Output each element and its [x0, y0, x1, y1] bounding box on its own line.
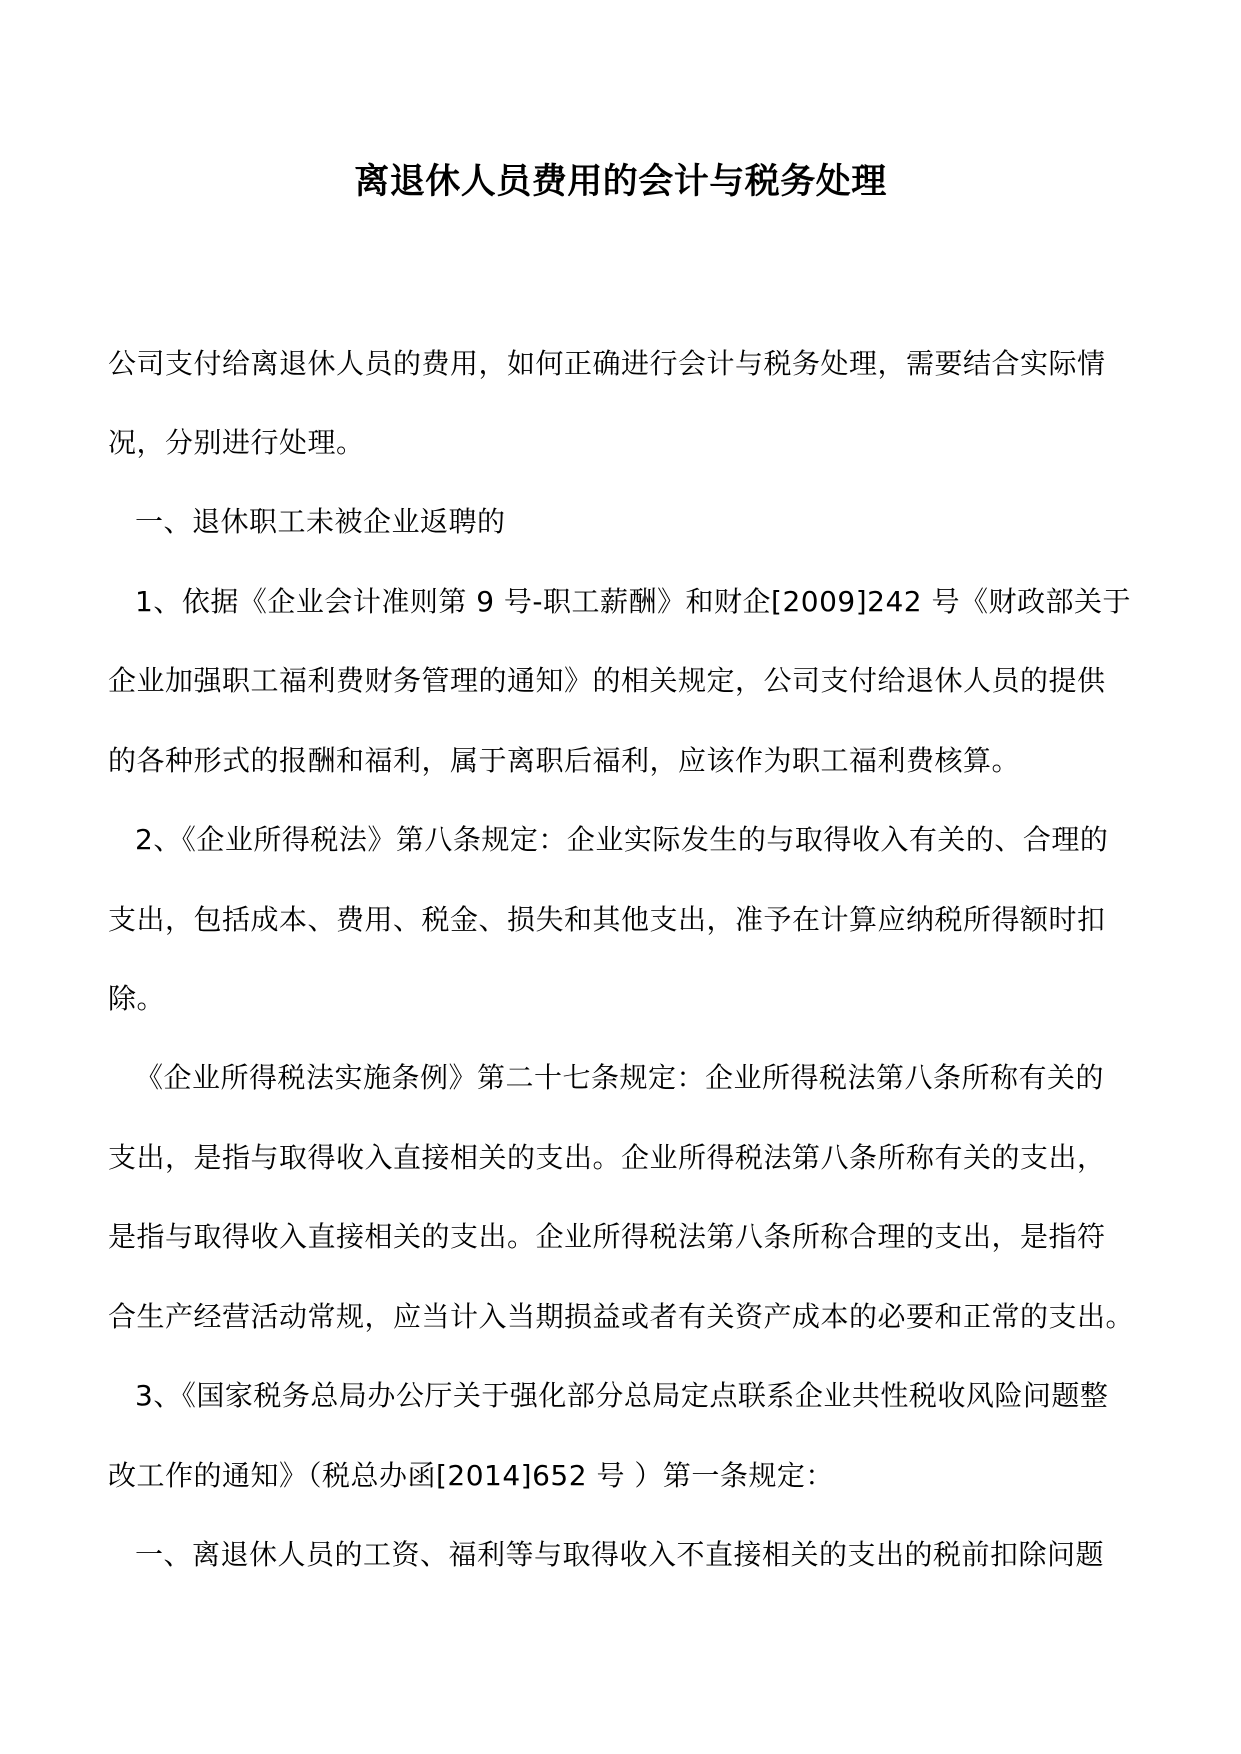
paragraph-line: 《企业所得税法实施条例》第二十七条规定：企业所得税法第八条所称有关的	[135, 1061, 1105, 1094]
paragraph-line: 的各种形式的报酬和福利，属于离职后福利，应该作为职工福利费核算。	[108, 744, 1021, 777]
paragraph-line: 2、《企业所得税法》第八条规定：企业实际发生的与取得收入有关的、合理的	[135, 823, 1109, 856]
paragraph-line: 除。	[108, 982, 166, 1015]
paragraph-line: 1、依据《企业会计准则第 9 号-职工薪酬》和财企[2009]242 号《财政部关于	[135, 585, 1131, 618]
document-title: 离退休人员费用的会计与税务处理	[354, 161, 887, 202]
paragraph-line: 合生产经营活动常规，应当计入当期损益或者有关资产成本的必要和正常的支出。	[108, 1300, 1135, 1333]
section-heading: 一、退休职工未被企业返聘的	[135, 505, 506, 538]
section-heading: 一、离退休人员的工资、福利等与取得收入不直接相关的支出的税前扣除问题	[135, 1538, 1105, 1571]
paragraph-line: 公司支付给离退休人员的费用，如何正确进行会计与税务处理，需要结合实际情	[108, 347, 1106, 380]
paragraph-line: 3、《国家税务总局办公厅关于强化部分总局定点联系企业共性税收风险问题整	[135, 1379, 1109, 1412]
paragraph-line: 支出，包括成本、费用、税金、损失和其他支出，准予在计算应纳税所得额时扣	[108, 903, 1106, 936]
paragraph-line: 企业加强职工福利费财务管理的通知》的相关规定，公司支付给退休人员的提供	[108, 664, 1106, 697]
paragraph-line: 是指与取得收入直接相关的支出。企业所得税法第八条所称合理的支出，是指符	[108, 1220, 1106, 1253]
paragraph-line: 支出，是指与取得收入直接相关的支出。企业所得税法第八条所称有关的支出，	[108, 1141, 1106, 1174]
paragraph-line: 改工作的通知》（税总办函[2014]652 号 ）第一条规定：	[108, 1459, 834, 1492]
paragraph-line: 况，分别进行处理。	[108, 426, 365, 459]
